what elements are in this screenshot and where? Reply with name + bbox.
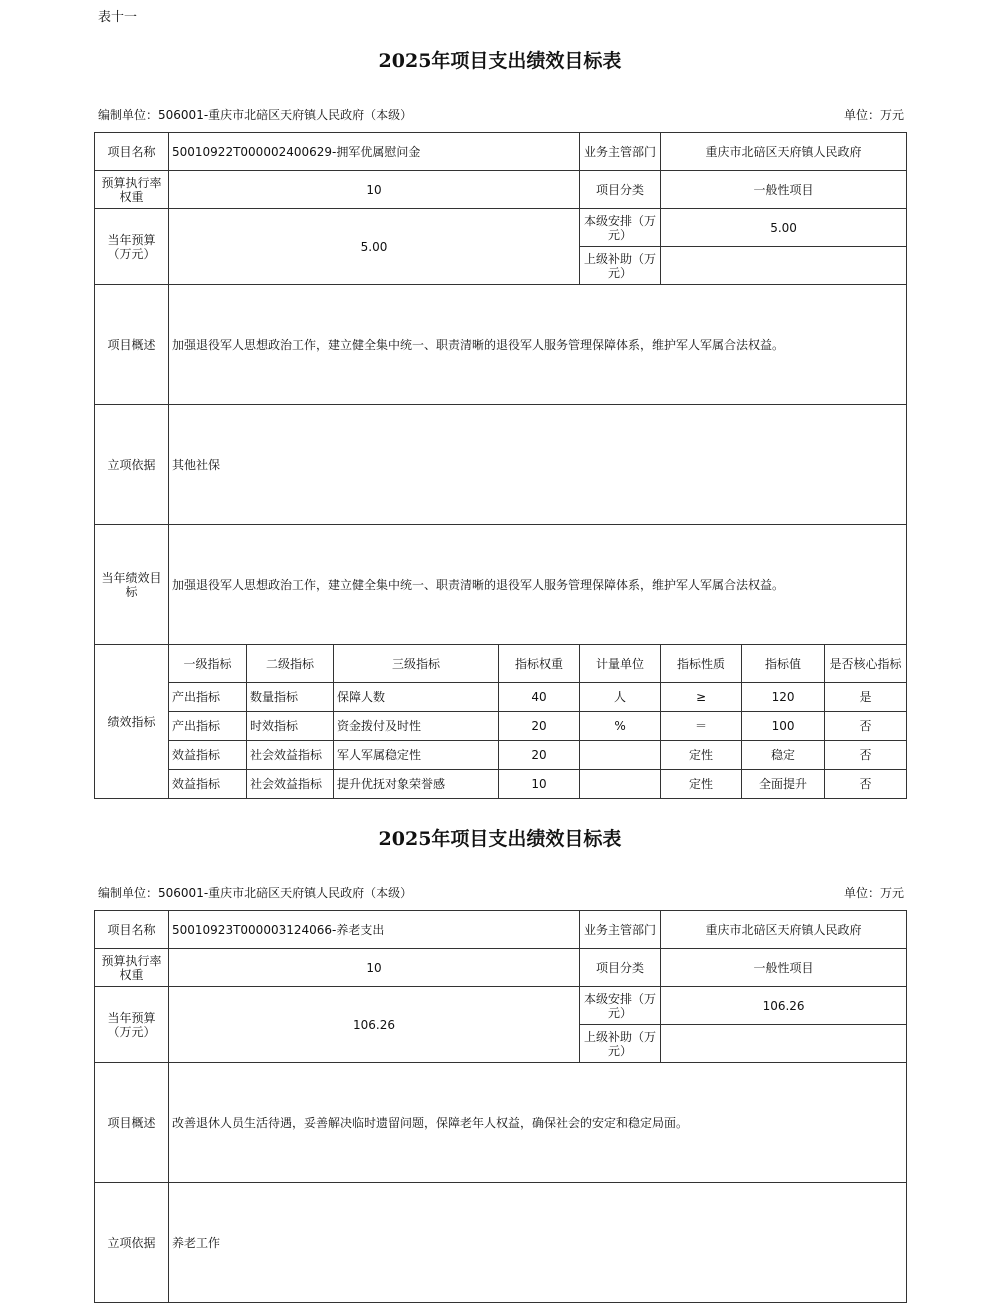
indicator-row [95,683,907,712]
cell-weight: 40 [499,683,580,712]
upper-subsidy-value [661,247,907,285]
own-arrange-value: 106.26 [661,987,907,1025]
cell-level1: 效益指标 [169,741,247,770]
header-core: 是否核心指标 [825,645,907,683]
cell-level2: 社会效益指标 [247,741,334,770]
project-name-label: 项目名称 [95,133,169,171]
cell-level2: 社会效益指标 [247,770,334,799]
dept-value: 重庆市北碚区天府镇人民政府 [661,133,907,171]
current-budget-value: 5.00 [169,209,580,285]
cell-core: 否 [825,741,907,770]
cell-nature: ≥ [661,683,742,712]
project-name-value: 50010923T000003124066-养老支出 [169,911,580,949]
cell-weight: 20 [499,712,580,741]
cell-value: 120 [742,683,825,712]
category-label: 项目分类 [580,949,661,987]
upper-subsidy-value [661,1025,907,1063]
exec-weight-label: 预算执行率权重 [95,949,169,987]
form-title-1: 2025年项目支出绩效目标表 [378,50,622,72]
cell-level3: 资金拨付及时性 [334,712,499,741]
indicator-row [95,770,907,799]
project-name-label: 项目名称 [95,911,169,949]
goal-text: 加强退役军人思想政治工作，建立健全集中统一、职责清晰的退役军人服务管理保障体系，维护军人军属合法权益。 [169,525,907,645]
exec-weight-value: 10 [169,949,580,987]
cell-value: 稳定 [742,741,825,770]
upper-subsidy-label: 上级补助（万元） [580,247,661,285]
upper-subsidy-label: 上级补助（万元） [580,1025,661,1063]
dept-label: 业务主管部门 [580,133,661,171]
basis-text: 养老工作 [169,1183,907,1303]
indicator-row [95,712,907,741]
cell-core: 是 [825,683,907,712]
cell-level1: 产出指标 [169,683,247,712]
header-weight: 指标权重 [499,645,580,683]
cell-unit: 人 [580,683,661,712]
own-arrange-value: 5.00 [661,209,907,247]
overview-label: 项目概述 [95,1063,169,1183]
own-arrange-label: 本级安排（万元） [580,987,661,1025]
header-level2: 二级指标 [247,645,334,683]
cell-value: 全面提升 [742,770,825,799]
header-nature: 指标性质 [661,645,742,683]
indicator-row [95,741,907,770]
category-label: 项目分类 [580,171,661,209]
performance-form-2 [94,910,907,1303]
own-arrange-label: 本级安排（万元） [580,209,661,247]
cell-level2: 数量指标 [247,683,334,712]
org-name: 506001-重庆市北碚区天府镇人民政府（本级） [158,108,413,122]
dept-value: 重庆市北碚区天府镇人民政府 [661,911,907,949]
cell-nature: 定性 [661,741,742,770]
current-budget-label: 当年预算（万元） [95,987,169,1063]
category-value: 一般性项目 [661,949,907,987]
header-unit: 计量单位 [580,645,661,683]
org-prefix: 编制单位： [98,886,159,900]
cell-level1: 产出指标 [169,712,247,741]
goal-label: 当年绩效目标 [95,525,169,645]
cell-level3: 军人军属稳定性 [334,741,499,770]
overview-text: 改善退休人员生活待遇，妥善解决临时遗留问题，保障老年人权益，确保社会的安定和稳定局面。 [169,1063,907,1183]
cell-nature: ＝ [661,712,742,741]
cell-unit: % [580,712,661,741]
cell-level2: 时效指标 [247,712,334,741]
meta-row-1 [98,106,904,123]
exec-weight-label: 预算执行率权重 [95,171,169,209]
cell-core: 否 [825,770,907,799]
sheet-label: 表十一 [98,10,138,25]
cell-unit [580,741,661,770]
basis-label: 立项依据 [95,405,169,525]
current-budget-value: 106.26 [169,987,580,1063]
basis-label: 立项依据 [95,1183,169,1303]
cell-level3: 保障人数 [334,683,499,712]
overview-text: 加强退役军人思想政治工作，建立健全集中统一、职责清晰的退役军人服务管理保障体系，维护军人军属合法权益。 [169,285,907,405]
overview-label: 项目概述 [95,285,169,405]
cell-weight: 10 [499,770,580,799]
org-prefix: 编制单位： [98,108,159,122]
exec-weight-value: 10 [169,171,580,209]
cell-nature: 定性 [661,770,742,799]
header-value: 指标值 [742,645,825,683]
cell-level1: 效益指标 [169,770,247,799]
basis-text: 其他社保 [169,405,907,525]
indicators-label: 绩效指标 [95,645,169,799]
dept-label: 业务主管部门 [580,911,661,949]
unit-label: 单位：万元 [843,108,904,122]
cell-core: 否 [825,712,907,741]
org-name: 506001-重庆市北碚区天府镇人民政府（本级） [158,886,413,900]
cell-weight: 20 [499,741,580,770]
project-name-value: 50010922T000002400629-拥军优属慰问金 [169,133,580,171]
cell-unit [580,770,661,799]
meta-row-2 [98,884,904,901]
current-budget-label: 当年预算（万元） [95,209,169,285]
category-value: 一般性项目 [661,171,907,209]
cell-value: 100 [742,712,825,741]
header-level3: 三级指标 [334,645,499,683]
unit-label: 单位：万元 [843,886,904,900]
performance-form-1 [94,132,907,799]
header-level1: 一级指标 [169,645,247,683]
cell-level3: 提升优抚对象荣誉感 [334,770,499,799]
form-title-2: 2025年项目支出绩效目标表 [378,828,622,850]
